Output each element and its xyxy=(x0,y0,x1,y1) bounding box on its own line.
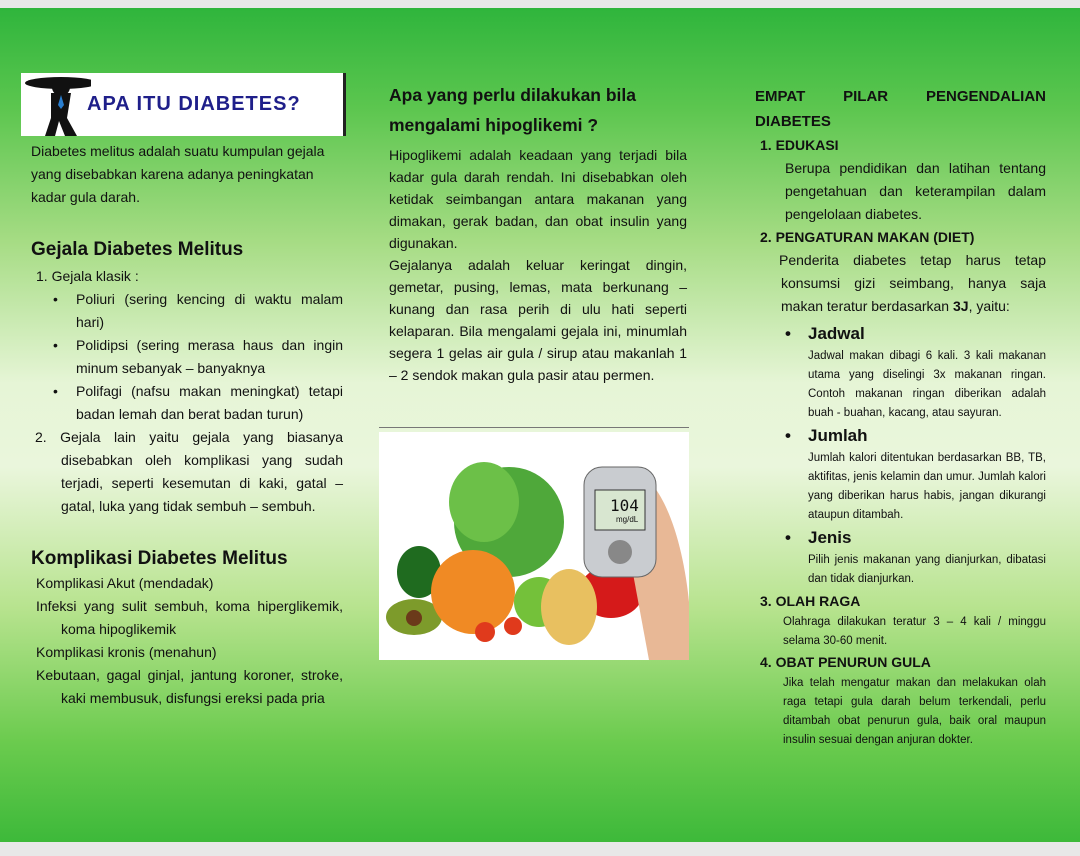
diet-text-end: , yaitu: xyxy=(968,298,1010,314)
kronis-text: Kebutaan, gagal ginjal, jantung koroner, stroke, kaki membusuk, disfungsi ereksi pada pria xyxy=(36,667,343,706)
stressed-person-icon xyxy=(21,73,91,136)
edukasi-title: 1. EDUKASI xyxy=(760,137,839,153)
hipoglikemi-symptoms: Gejalanya adalah keluar keringat dingin, gemetar, pusing, lemas, mata berkunang – kunang dan rasa perih di ulu hati seperti kelaparan. Bila mengalami gejala ini, minumlah segera 1 gelas air gula / sirup atau makanlah 1 – 2 sendok makan gula pasir atau permen. xyxy=(389,257,687,383)
sub-jumlah-title: • Jumlah xyxy=(755,423,1046,449)
intro-text: Diabetes melitus adalah suatu kumpulan gejala yang disebabkan karena adanya peningkatan kadar gula darah. xyxy=(31,143,325,205)
pilar-heading: EMPAT PILAR PENGENDALIAN DIABETES xyxy=(755,88,1046,130)
akut-label: Komplikasi Akut (mendadak) xyxy=(36,575,214,591)
hipoglikemi-definition: Hipoglikemi adalah keadaan yang terjadi bila kadar gula darah rendah. Ini disebabkan oleh ketidak seimbangan antara makanan yang dimakan, gerak badan, dan obat insulin yang digunakan. xyxy=(389,147,687,251)
diet-text xyxy=(755,249,1046,318)
edukasi-text: Berupa pendidikan dan latihan tentang pengetahuan dan keterampilan dalam pengelolaan diabetes. xyxy=(785,160,1046,222)
gejala-lain: 2. Gejala lain yaitu gejala yang biasanya disebabkan oleh komplikasi yang sudah terjadi, seperti kesemutan di kaki, gatal – gatal, luka yang tidak sembuh – sembuh. xyxy=(35,429,343,514)
middle-column xyxy=(389,80,687,386)
meter-reading: 104 xyxy=(610,496,639,515)
diet-text-main: Penderita diabetes tetap harus tetap konsumsi gizi seimbang, hanya saja makan teratur berdasarkan xyxy=(779,252,1046,314)
olahraga-text: Olahraga dilakukan teratur 3 – 4 kali / minggu selama 30-60 menit. xyxy=(783,616,1046,647)
gejala-heading: Gejala Diabetes Melitus xyxy=(31,239,244,260)
food-and-glucose-meter-photo xyxy=(379,432,689,660)
hipoglikemi-heading: Apa yang perlu dilakukan bila mengalami hipoglikemi ? xyxy=(389,85,637,135)
sub-jumlah-text: Jumlah kalori ditentukan berdasarkan BB, TB, aktifitas, jenis kelamin dan umur. Jumlah kalori yang diberikan harus habis, jangan dikurangi ataupun ditambah. xyxy=(808,452,1046,521)
akut-text: Infeksi yang sulit sembuh, koma hiperglikemik, koma hipoglikemik xyxy=(36,598,343,637)
obat-title: 4. OBAT PENURUN GULA xyxy=(760,654,931,670)
bullet-poliuri: • Poliuri (sering kencing di waktu malam hari) xyxy=(31,288,343,334)
sub-jenis-text: Pilih jenis makanan yang dianjurkan, dibatasi dan tidak dianjurkan. xyxy=(808,554,1046,585)
obat-text: Jika telah mengatur makan dan melakukan olah raga tetapi gula darah belum terkendali, perlu ditambah obat penurun gula, baik oral maupun insulin sesuai dengan anjuran dokter. xyxy=(783,677,1046,746)
diet-3j: 3J xyxy=(952,298,969,314)
logo-banner xyxy=(21,73,346,136)
logo-text: APA ITU DIABETES? xyxy=(87,93,301,115)
bullet-polidipsi: • Polidipsi (sering merasa haus dan ingin minum sebanyak – banyaknya xyxy=(31,334,343,380)
divider xyxy=(379,427,689,428)
sub-jadwal-text: Jadwal makan dibagi 6 kali. 3 kali makanan utama yang diselingi 3x makanan ringan. Contoh makanan ringan diberikan adalah buah - buahan, kacang, atau sayuran. xyxy=(808,350,1046,419)
komplikasi-heading: Komplikasi Diabetes Melitus xyxy=(31,548,288,569)
left-column xyxy=(31,140,343,710)
sub-jenis-title: • Jenis xyxy=(755,525,1046,551)
bullet-polifagi: • Polifagi (nafsu makan meningkat) tetapi badan lemah dan berat badan turun) xyxy=(31,380,343,426)
sub-jadwal-title: • Jadwal xyxy=(755,321,1046,347)
diet-title: 2. PENGATURAN MAKAN (DIET) xyxy=(760,229,975,245)
gejala-klasik: 1. Gejala klasik : xyxy=(36,268,139,284)
olahraga-title: 3. OLAH RAGA xyxy=(760,593,861,609)
right-column xyxy=(755,84,1046,750)
meter-unit: mg/dL xyxy=(616,515,639,524)
kronis-label: Komplikasi kronis (menahun) xyxy=(36,644,217,660)
